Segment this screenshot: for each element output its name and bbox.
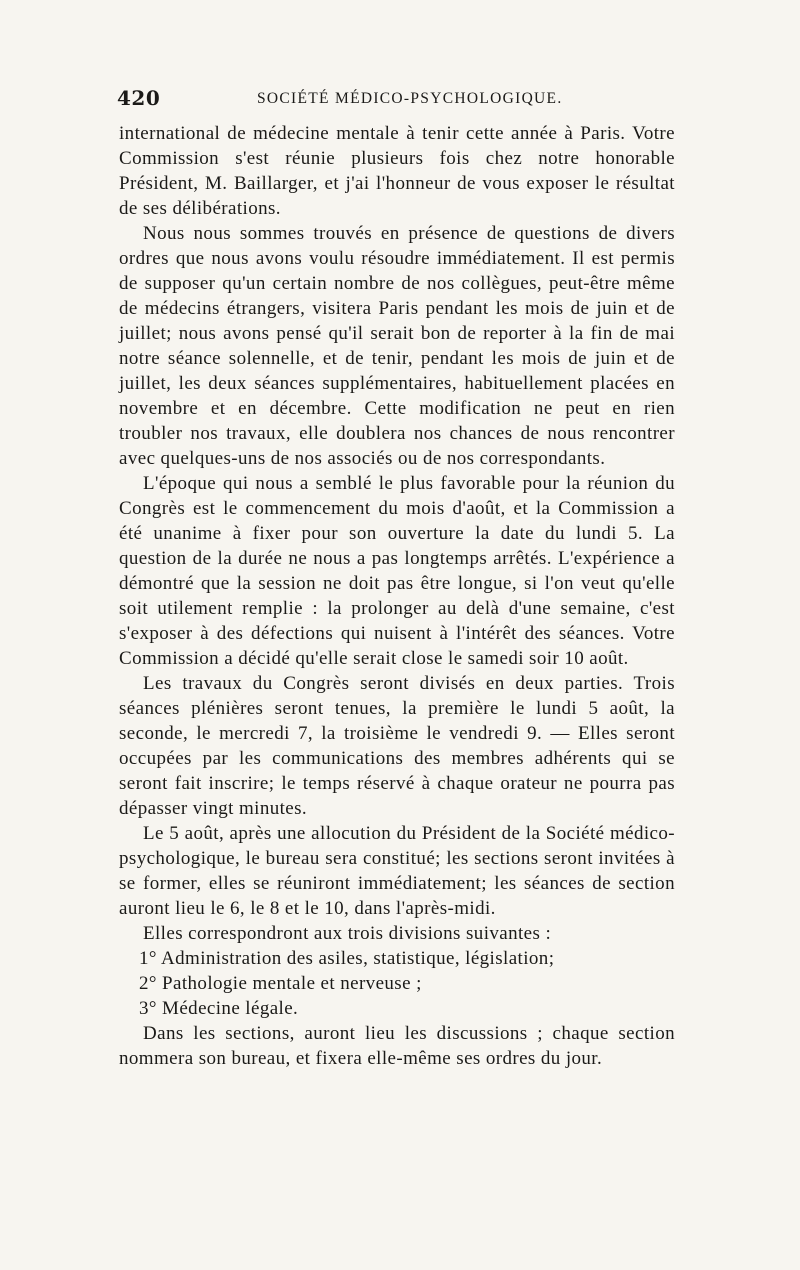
paragraph: L'époque qui nous a semblé le plus favorable pour la réunion du Congrès est le commencement du mois d'août, et la Commission a été unanime à fixer pour son ouverture la date du lundi 5. La question de la durée ne nous a pas longtemps arrêtés. L'expérience a démontré que la session ne doit pas être longue, si l'on veut qu'elle soit utilement remplie : la prolonger au delà d'une semaine, c'est s'exposer à des défections qui nuisent à l'intérêt des séances. Votre Commission a décidé qu'elle serait close le samedi soir 10 août. <box>119 473 675 669</box>
running-head: SOCIÉTÉ MÉDICO-PSYCHOLOGIQUE. <box>257 90 563 107</box>
page-header <box>117 86 677 116</box>
paragraph: Nous nous sommes trouvés en présence de questions de divers ordres que nous avons voulu résoudre immédiatement. Il est permis de supposer qu'un certain nombre de nos collègues, peut-être même de médecins étrangers, visitera Paris pendant les mois de juin et de juillet; nous avons pensé qu'il serait bon de reporter à la fin de mai notre séance solennelle, et de tenir, pendant les mois de juin et de juillet, les deux séances supplémentaires, habituellement placées en novembre et en décembre. Cette modification ne peut en rien troubler nos travaux, elle doublera nos chances de nous rencontrer avec quelques-uns de nos associés ou de nos correspondants. <box>119 223 675 469</box>
paragraph: Les travaux du Congrès seront divisés en deux parties. Trois séances plénières seront tenues, la première le lundi 5 août, la seconde, le mercredi 7, la troisième le vendredi 9. — Elles seront occupées par les communications des membres adhérents qui se seront fait inscrire; le temps réservé à chaque orateur ne pourra pas dépasser vingt minutes. <box>119 673 675 819</box>
body-text <box>119 121 675 1071</box>
list-item: 2° Pathologie mentale et nerveuse ; <box>139 973 422 994</box>
list-item: 3° Médecine légale. <box>139 998 299 1019</box>
paragraph: Elles correspondront aux trois divisions suivantes : <box>143 923 552 944</box>
page-number: 420 <box>117 86 161 110</box>
paragraph: international de médecine mentale à tenir cette année à Paris. Votre Commission s'est réunie plusieurs fois chez notre honorable Président, M. Baillarger, et j'ai l'honneur de vous exposer le résultat de ses délibérations. <box>119 123 675 219</box>
list-item: 1° Administration des asiles, statistique, législation; <box>139 948 555 969</box>
paragraph: Le 5 août, après une allocution du Président de la Société médico-psychologique, le bureau sera constitué; les sections seront invitées à se former, elles se réuniront immédiatement; les séances de section auront lieu le 6, le 8 et le 10, dans l'après-midi. <box>119 823 675 919</box>
closing-paragraph: Dans les sections, auront lieu les discussions ; chaque section nommera son bureau, et fixera elle-même ses ordres du jour. <box>119 1023 675 1069</box>
